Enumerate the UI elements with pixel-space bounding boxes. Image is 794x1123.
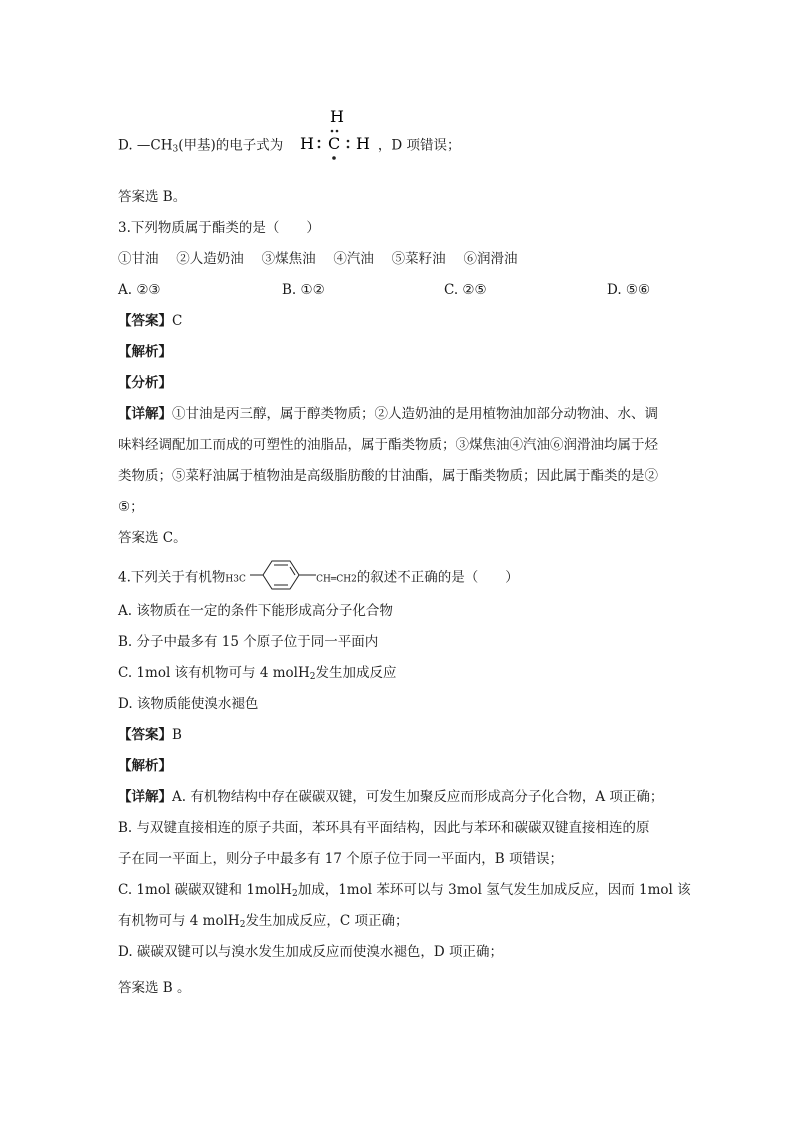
q3-analysis-label: 【解析】 [118,344,172,360]
q3-detail-line-1 [118,404,658,424]
subscript: 2 [309,672,316,682]
q4-stem-suffix: 的叙述不正确的是（ ） [356,569,519,586]
q3-detail-line-4: ⑤； [118,499,144,515]
detail-text: A. 有机物结构中存在碳碳双键，可发生加聚反应而形成高分子化合物，A 项正确； [172,789,664,805]
formula-atom-top: H [329,107,344,126]
q3-answer-end: 答案选 C。 [118,530,187,546]
electron-dot [317,140,320,143]
electron-dot [335,130,338,133]
subscript: 3 [233,574,239,585]
detail-label: 【详解】 [118,789,172,805]
q2-d-suffix: ，D 项错误； [377,137,461,154]
q4-stem [118,564,519,592]
answer-value: B [172,727,182,743]
q4-detail-c1 [118,880,691,904]
q3-detail-line-3: 类物质；⑤菜籽油属于植物油是高级脂肪酸的甘油酯，属于酯类物质；因此属于酯类的是② [118,468,658,484]
q2-answer: 答案选 B。 [118,189,187,205]
subscript: 2 [291,889,298,899]
q2-d-mid: (甲基)的电子式为 [178,137,284,154]
electron-dot [332,156,336,160]
electron-dot [330,130,333,133]
q3-fenxi-label: 【分析】 [118,375,172,391]
q4-detail-b1: B. 与双键直接相连的原子共面，苯环具有平面结构，因此与苯环和碳碳双键直接相连的原 [118,820,650,836]
q4-c-suffix: 发生加成反应 [315,665,397,681]
detail-c1-suffix: 加成，1mol 苯环可以与 3mol 氢气发生加成反应，因而 1mol 该 [297,882,691,898]
q3-stem: 3.下列物质属于酯类的是（ ） [118,220,320,236]
q4-answer-end: 答案选 B 。 [118,980,191,996]
struct-vinyl: CH═CH [316,574,352,585]
subscript: 3 [172,144,179,155]
q3-items: ①甘油 ②人造奶油 ③煤焦油 ④汽油 ⑤菜籽油 ⑥润滑油 [118,251,518,267]
answer-label: 【答案】 [118,727,172,743]
struct-h: H [225,574,234,585]
q4-detail-c2 [118,911,409,935]
q4-stem-prefix: 4.下列关于有机物 [118,569,226,586]
subscript: 2 [351,574,357,585]
detail-c2-prefix: 有机物可与 4 molH [118,913,240,929]
detail-c1-prefix: C. 1mol 碳碳双键和 1molH [118,882,292,898]
benzene-ring [250,558,316,592]
methyl-electron-formula [294,106,374,164]
q3-answer-line [118,311,182,331]
formula-atom-right: H [355,134,370,153]
struct-left-group [225,575,245,585]
electron-dot [346,146,349,149]
q4-option-a: A. 该物质在一定的条件下能形成高分子化合物 [118,603,393,619]
q2-option-d [118,107,461,164]
detail-text: ①甘油是丙三醇，属于醇类物质；②人造奶油的是用植物油加部分动物油、水、调 [172,406,658,422]
q4-detail-b2: 子在同一平面上，则分子中最多有 17 个原子位于同一平面内，B 项错误； [118,851,563,867]
q3-option-d: D. ⑤⑥ [607,282,651,298]
answer-label: 【答案】 [118,313,172,329]
q3-option-a: A. ②③ [118,282,161,298]
q2-d-prefix: D. —CH [118,137,173,154]
q3-option-c: C. ②⑤ [444,282,487,298]
answer-value: C [172,313,183,329]
struct-right-group [316,575,357,585]
electron-dot [317,146,320,149]
q4-analysis-label: 【解析】 [118,758,172,774]
q4-c-prefix: C. 1mol 该有机物可与 4 molH [118,665,310,681]
electron-dot [346,140,349,143]
formula-atom-center: C [327,134,340,153]
q3-option-b: B. ①② [282,282,325,298]
subscript: 2 [239,920,246,930]
struct-c: C [238,574,246,585]
q4-detail-d: D. 碳碳双键可以与溴水发生加成反应而使溴水褪色，D 项正确； [118,944,504,960]
detail-label: 【详解】 [118,406,172,422]
q3-detail-line-2: 味料经调配加工而成的可塑性的油脂品，属于酯类物质；③煤焦油④汽油⑥润滑油均属于烃 [118,437,658,453]
formula-atom-left: H [299,134,314,153]
q4-detail-a [118,787,663,807]
detail-c2-suffix: 发生加成反应，C 项正确； [245,913,409,929]
q4-option-b: B. 分子中最多有 15 个原子位于同一平面内 [118,634,379,650]
q4-option-d: D. 该物质能使溴水褪色 [118,696,259,712]
q4-answer-line [118,725,182,745]
q4-option-c [118,663,396,687]
